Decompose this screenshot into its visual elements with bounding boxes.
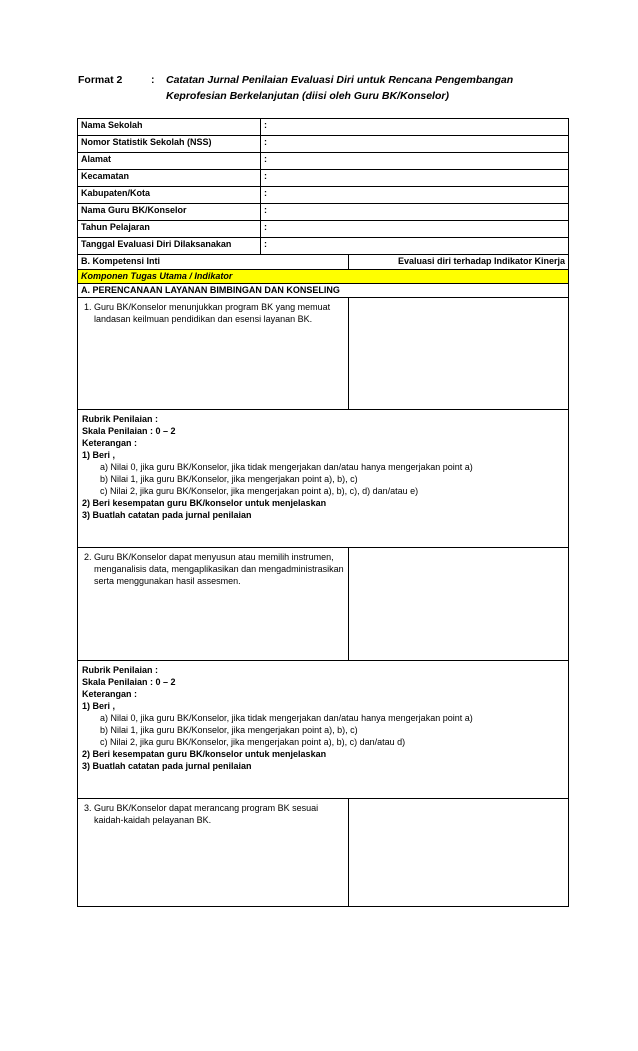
identity-table [77, 118, 569, 255]
identity-value[interactable]: : [261, 170, 569, 187]
rubric-option: b) Nilai 1, jika guru BK/Konselor, jika mengerjakan point a), b), c) [100, 725, 358, 735]
identity-row [78, 170, 569, 187]
rubric-option: c) Nilai 2, jika guru BK/Konselor, jika mengerjakan point a), b), c), d) dan/atau e) [100, 486, 419, 496]
competency-header: B. Kompetensi Inti [78, 255, 349, 270]
indicator-text: 3. Guru BK/Konselor dapat merancang program BK sesuai kaidah-kaidah pelayanan BK. [84, 803, 319, 825]
rubric-notes-label: Keterangan : [82, 689, 138, 699]
rubric-block [78, 410, 569, 548]
rubric-step: 3) Buatlah catatan pada jurnal penilaian [82, 761, 252, 771]
identity-label: Kecamatan [78, 170, 261, 187]
format-label: Format 2 [78, 74, 123, 86]
evaluation-cell[interactable] [349, 799, 569, 907]
identity-row [78, 119, 569, 136]
component-row: Komponen Tugas Utama / Indikator [78, 270, 569, 284]
identity-row [78, 238, 569, 255]
identity-row [78, 153, 569, 170]
rubric-option: b) Nilai 1, jika guru BK/Konselor, jika mengerjakan point a), b), c) [100, 474, 358, 484]
rubric-step: 3) Buatlah catatan pada jurnal penilaian [82, 510, 252, 520]
header-colon: : [151, 74, 155, 86]
rubric-step: 1) Beri , [82, 701, 116, 711]
identity-value[interactable]: : [261, 238, 569, 255]
indicator-item [78, 298, 349, 410]
identity-label: Tanggal Evaluasi Diri Dilaksanakan [78, 238, 261, 255]
rubric-option: c) Nilai 2, jika guru BK/Konselor, jika mengerjakan point a), b), c) dan/atau d) [100, 737, 406, 747]
identity-label: Nama Guru BK/Konselor [78, 204, 261, 221]
rubric-option: a) Nilai 0, jika guru BK/Konselor, jika tidak mengerjakan dan/atau hanya mengerjakan point a) [100, 713, 473, 723]
identity-label: Kabupaten/Kota [78, 187, 261, 204]
rubric-scale: Skala Penilaian : 0 – 2 [82, 426, 176, 436]
rubric-option: a) Nilai 0, jika guru BK/Konselor, jika tidak mengerjakan dan/atau hanya mengerjakan point a) [100, 462, 473, 472]
identity-label: Alamat [78, 153, 261, 170]
identity-row [78, 204, 569, 221]
identity-row [78, 136, 569, 153]
identity-value[interactable]: : [261, 187, 569, 204]
identity-value[interactable]: : [261, 119, 569, 136]
identity-label: Nomor Statistik Sekolah (NSS) [78, 136, 261, 153]
indicator-text: 2. Guru BK/Konselor dapat menyusun atau memilih instrumen, menganalisis data, mengaplikasikan dan mengadministrasikan serta menggunakan hasil assesmen. [84, 552, 344, 586]
identity-row [78, 221, 569, 238]
identity-label: Nama Sekolah [78, 119, 261, 136]
rubric-scale: Skala Penilaian : 0 – 2 [82, 677, 176, 687]
indicator-item [78, 548, 349, 661]
evaluation-header: Evaluasi diri terhadap Indikator Kinerja [349, 255, 569, 270]
rubric-title: Rubrik Penilaian : [82, 414, 159, 424]
document-title: Catatan Jurnal Penilaian Evaluasi Diri untuk Rencana Pengembangan Keprofesian Berkelanjutan (diisi oleh Guru BK/Konselor) [166, 74, 514, 102]
identity-label: Tahun Pelajaran [78, 221, 261, 238]
section-subheading: A. PERENCANAAN LAYANAN BIMBINGAN DAN KONSELING [78, 284, 569, 298]
indicator-text: 1. Guru BK/Konselor menunjukkan program BK yang memuat landasan keilmuan pendidikan dan esensi layanan BK. [84, 302, 331, 324]
identity-value[interactable]: : [261, 136, 569, 153]
rubric-block [78, 661, 569, 799]
rubric-notes-label: Keterangan : [82, 438, 138, 448]
evaluation-cell[interactable] [349, 548, 569, 661]
identity-row [78, 187, 569, 204]
rubric-title: Rubrik Penilaian : [82, 665, 159, 675]
rubric-step: 2) Beri kesempatan guru BK/konselor untuk menjelaskan [82, 498, 327, 508]
identity-value[interactable]: : [261, 204, 569, 221]
evaluation-cell[interactable] [349, 298, 569, 410]
identity-value[interactable]: : [261, 221, 569, 238]
indicator-item [78, 799, 349, 907]
competency-table [77, 254, 569, 907]
rubric-step: 2) Beri kesempatan guru BK/konselor untuk menjelaskan [82, 749, 327, 759]
identity-value[interactable]: : [261, 153, 569, 170]
rubric-step: 1) Beri , [82, 450, 116, 460]
